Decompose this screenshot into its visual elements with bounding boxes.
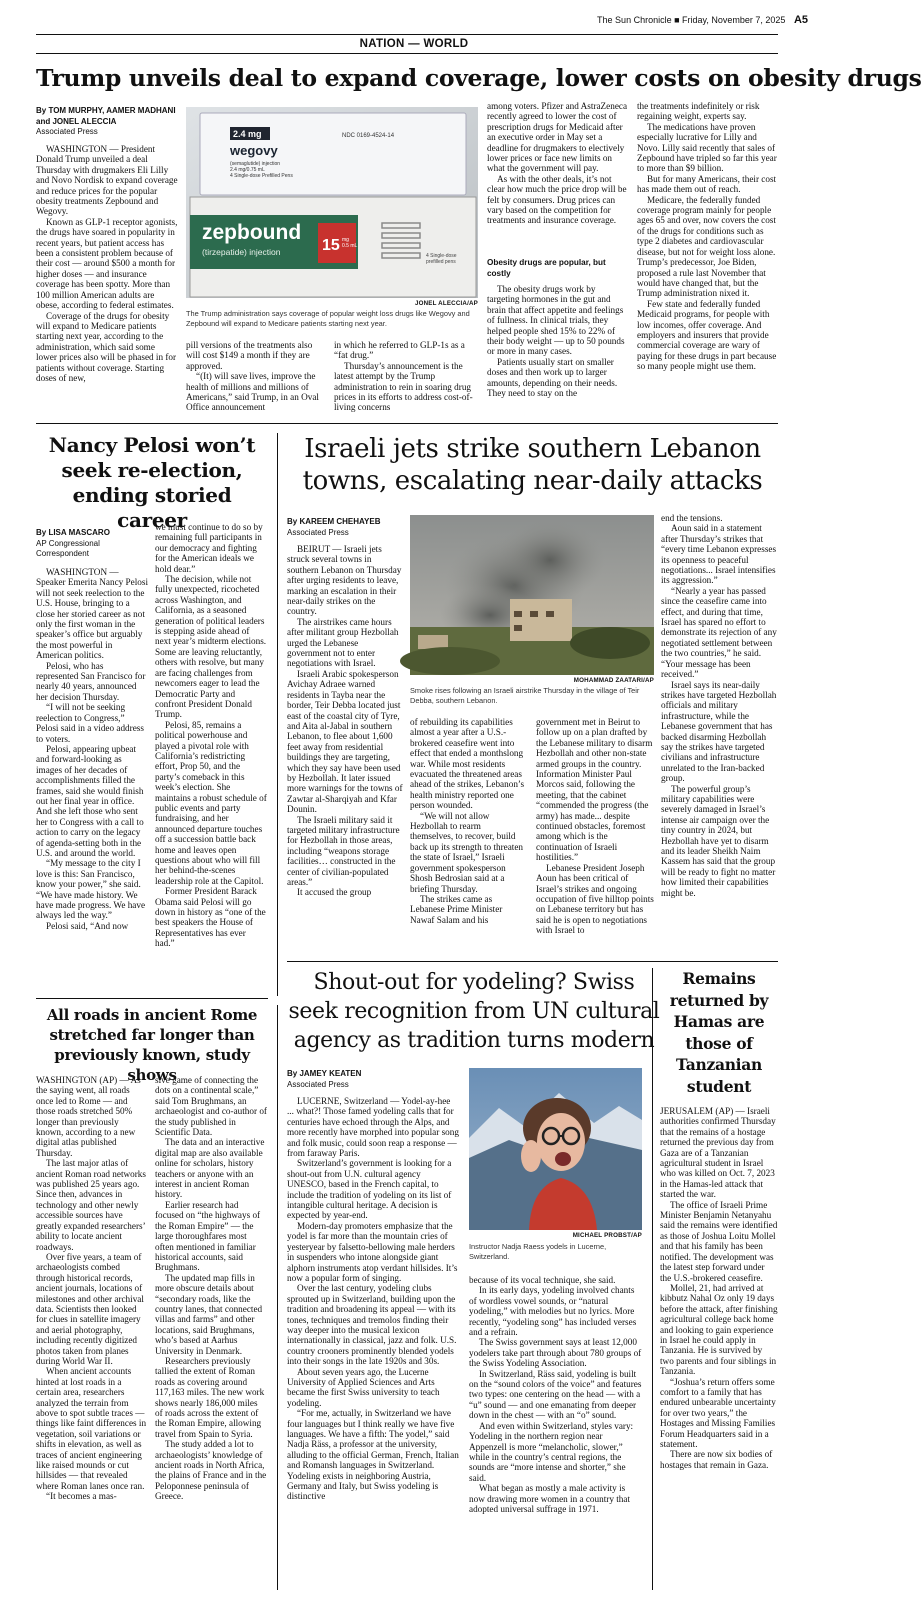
rule	[652, 968, 653, 1590]
paragraph: “(It) will save lives, improve the health of millions and millions of Americans,” said Trump, in an Oval Office announcement	[186, 371, 319, 413]
zepbound-pens: 4 Single-dose prefilled pens	[426, 253, 457, 265]
rule	[277, 433, 278, 996]
story1-col1	[36, 144, 178, 416]
paragraph: The medications have proven especially lucrative for Lilly and Novo. Lilly said recently that sales of Zepbound have tripled so far this year to more than $9 billion.	[637, 121, 777, 174]
story5-photo	[469, 1068, 642, 1230]
paragraph: sive game of connecting the dots on a continental scale,” said Tom Brughmans, an archaeologist and co-author of the study published in Scientific Data.	[155, 1075, 267, 1138]
paragraph: The obesity drugs work by targeting hormones in the gut and brain that affect appetite and feelings of fullness. In clinical trials, they helped people shed 15% to 22% of their body weight — up to 50 pounds or more in many cases.	[487, 284, 625, 357]
paragraph: And even within Switzerland, styles vary: Yodeling in the northern region near Appenzell is more “melancholic, slower,” while in the country’s central regions, the sounds are “more intense and shorter,” she said.	[469, 1420, 634, 1483]
folio: The Sun Chronicle ■ Friday, November 7, 2025 A5	[597, 14, 808, 26]
story1-byline-org: Associated Press	[36, 127, 98, 136]
paragraph: Patients usually start on smaller doses and then work up to larger amounts, depending on their needs. They need to stay on the	[487, 356, 618, 399]
story5-byline-names: By JAMEY KEATEN	[287, 1069, 362, 1078]
paragraph: “It becomes a mas-	[46, 1491, 117, 1502]
paragraph: of rebuilding its capabilities almost a year after a U.S.-brokered ceasefire went into effect that ended a monthslong war. While most residents evacuated the threatened areas ahead of the strikes, Lebanon’s health ministry reported one person wounded.	[410, 717, 525, 811]
paragraph: “My message to the city I love is this: San Francisco, know your power,” she said. “We have made history. We have made progress. We have always led the way.”	[36, 858, 146, 921]
story1-subhead: Obesity drugs are popular, but costly	[487, 258, 606, 278]
paragraph: because of its vocal technique, she said.	[469, 1275, 616, 1285]
paragraph: Pelosi, 85, remains a political powerhouse and played a pivotal role with California’s redistricting effort, Prop 50, and the party’s comeback in this week’s election. She maintains a robust schedule of public events and party fundraising, and her announced departure touches off a succession battle back home and leaves open questions about who will fill her behind-the-scenes leadership role at the Capitol.	[155, 719, 267, 886]
story1-headline: Trump unveils deal to expand coverage, lower costs on obesity drugs	[36, 64, 922, 92]
zepbound-unit: mg 0.5 mL	[342, 237, 358, 249]
wegovy-brand: wegovy	[230, 143, 278, 158]
paragraph: Few state and federally funded Medicaid programs, for people with low incomes, offer coverage. And employers and insurers that provide commercial coverage are wary of paying for these drugs in part because so many people might use them.	[637, 298, 777, 372]
paragraph: The powerful group’s military capabilities were severely damaged in Israel’s intense air campaign over the tiny country in 2024, but Hezbollah have yet to disarm and its leader Sheikh Naim Kassem has said that the group will be ready to fight no matter how limited their capabilities might be.	[661, 783, 776, 898]
paragraph: The strikes came as Lebanese Prime Minister Nawaf Salam and his	[410, 893, 503, 925]
story4-headline: All roads in ancient Rome stretched far longer than previously known, study shows	[46, 1006, 258, 1084]
story2-byline-names: By LISA MASCARO	[36, 528, 110, 537]
section-label: NATION — WORLD	[359, 38, 469, 50]
paragraph: About seven years ago, the Lucerne University of Applied Sciences and Arts became the first Swiss university to teach yodeling.	[287, 1366, 440, 1408]
paragraph: The study added a lot to archaeologists’ knowledge of ancient roads in North Africa, the plains of France and in the Peloponnese peninsula of Greece.	[155, 1439, 267, 1502]
paragraph: Known as GLP-1 receptor agonists, the drugs have soared in popularity in recent years, but patient access has been a consistent problem because of their cost — around $500 a month for higher doses — and insurance coverage has been spotty. More than 100 million American adults are obese, according to federal estimates.	[36, 216, 178, 311]
zepbound-dose: 15	[322, 237, 340, 254]
story2-byline-org: AP Congressional Correspondent	[36, 538, 100, 558]
paragraph: the treatments indefinitely or risk regaining weight, experts say.	[637, 101, 760, 122]
paragraph: “Joshua’s return offers some comfort to a family that has endured unbearable uncertainty for over two years,” the Hostages and Missing Families Forum Headquarters said in a statement.	[660, 1376, 776, 1449]
paragraph: Mollel, 21, had arrived at kibbutz Nahal Oz only 19 days before the attack, after finishing agricultural college back home and looking to gain experience in Israel he could apply in Tanzania. He is survived by two parents and four siblings in Tanzania.	[660, 1282, 778, 1377]
paragraph: Earlier research had focused on “the highways of the Roman Empire” — the large thoroughfares most often mentioned in familiar historical accounts, said Brughmans.	[155, 1199, 261, 1273]
wegovy-detail: (semaglutide) injection 2.4 mg/0.75 mL 4 Single-dose Prefilled Pens	[230, 161, 293, 179]
paragraph: Pelosi said, “And now	[46, 920, 129, 931]
paragraph: Coverage of the drugs for obesity will expand to Medicare patients starting next year, according to the administration, which said some lower prices also will be phased in for patients without coverage. Starting doses of new,	[36, 310, 177, 383]
story6-headline: Remains returned by Hamas are those of Tanzanian student	[669, 969, 769, 1096]
story3-col1	[287, 544, 403, 954]
story3-byline-org: Associated Press	[287, 527, 349, 537]
paragraph: JERUSALEM (AP) — Israeli authorities confirmed Thursday that the remains of a hostage returned the previous day from Gaza are of a Tanzanian agricultural student in Israel who was killed on Oct. 7, 2023 in the Hamas-led attack that started the war.	[660, 1106, 776, 1200]
paragraph: Over the last century, yodeling clubs sprouted up in Switzerland, building upon the tradition and broadening its appeal — with its tones, techniques and tremolos finding their way deeper into the musical lexicon internationally in classical, jazz and folk. U.S. country crooners prominently blended yodels into their songs in the late 1920s and 30s.	[287, 1283, 457, 1367]
folio-date: Friday, November 7, 2025	[682, 15, 786, 25]
rule	[277, 1005, 278, 1590]
story1-col3	[334, 340, 478, 416]
paragraph: The Israeli military said it targeted military infrastructure for Hezbollah in those areas, including “weapons storage facilities… constructed in the center of civilian-populated areas.”	[287, 814, 400, 887]
paragraph: The decision, while not fully unexpected, ricocheted across Washington, and California, as a seasoned generation of political leaders is stepping aside ahead of next year’s midterm elections. Some are leaving reluctantly, others with resolve, but many are facing challenges from newcomers eager to lead the Democratic Party and confront President Donald Trump.	[155, 574, 267, 720]
story2-byline	[36, 528, 148, 560]
paragraph: “We will not allow Hezbollah to rearm themselves, to recover, build back up its strength to threaten the state of Israel,” Israeli government spokesperson Shosh Bedrosian said at a briefing Thursday.	[410, 810, 524, 894]
story3-photo-credit: MOHAMMAD ZAATARI/AP	[573, 677, 654, 684]
paragraph: “I will not be seeking reelection to Congress,” Pelosi said in a video address to voters.	[36, 702, 144, 744]
story3-col3	[536, 717, 654, 954]
paragraph: But for many Americans, their cost has made them out of reach.	[637, 173, 777, 195]
rule	[36, 423, 778, 424]
story1-col2	[186, 340, 322, 416]
paragraph: Over five years, a team of archaeologists combed through historical records, ancient journals, locations of milestones and other archival data. Scientists then looked for clues in satellite imagery and aerial photography, including recently digitized photos taken from planes during World War II.	[36, 1251, 144, 1366]
paragraph: Former President Barack Obama said Pelosi will go down in history as “one of the best speakers the House of Representatives has ever had.”	[155, 886, 266, 949]
story2-headline: Nancy Pelosi won’t seek re-election, ending storied career	[48, 433, 256, 532]
rule	[36, 998, 268, 999]
story1-byline	[36, 106, 178, 138]
wegovy-dose: 2.4 mg	[233, 129, 262, 139]
story1-byline-names: By TOM MURPHY, AAMER MADHANI and JONEL ALECCIA	[36, 106, 176, 126]
story5-headline: Shout-out for yodeling? Swiss seek recognition from UN cultural agency as tradition turns modern	[288, 970, 660, 1053]
paragraph: Israeli Arabic spokesperson Avichay Adraee warned residents in Tayba near the border, Teir Debba located just east of the coastal city of Tyre, and Aita al-Jabal in southern Lebanon, to flee about 1,600 feet away from residential buildings they are targeting, which they say have been used by Hezbollah. It later issued more warnings for the towns of Zawtar al-Sharqiyah and Kfar Dounin.	[287, 668, 403, 815]
story5-byline	[287, 1069, 459, 1090]
paragraph: Switzerland’s government is looking for a shout-out from U.N. cultural agency UNESCO, based in the French capital, to include the tradition of yodeling on its list of intangible cultural heritage. A decision is expected by year-end.	[287, 1158, 452, 1221]
story5-col2	[469, 1275, 642, 1590]
story1-photo-caption: The Trump administration says coverage of popular weight loss drugs like Wegovy and Zepbound will expand to Medicare patients starting next year.	[186, 309, 470, 328]
paragraph: In its early days, yodeling involved chants of wordless vowel sounds, or “natural yodeling,” with melodies but no lyrics. More recently, “yodeling song” has included verses and a refrain.	[469, 1285, 637, 1338]
story4-col2	[155, 1075, 267, 1589]
wegovy-ndc: NDC 0169-4524-14	[342, 133, 395, 139]
story3-headline: Israeli jets strike southern Lebanon towns, escalating near-daily attacks	[302, 434, 763, 496]
paragraph: Pelosi, who has represented San Francisco for nearly 40 years, announced her decision Thursday.	[36, 660, 146, 702]
paragraph: Aoun said in a statement after Thursday’s strikes that “every time Lebanon expresses its openness to peaceful negotiations... Israel intensifies its aggression.”	[661, 523, 777, 586]
story3-photo	[410, 515, 654, 675]
story3-byline	[287, 517, 403, 538]
story5-photo-caption: Instructor Nadja Raess yodels in Lucerne, Switzerland.	[469, 1242, 607, 1261]
zepbound-generic: (tirzepatide) injection	[202, 247, 281, 257]
paragraph: Researchers previously tallied the extent of Roman roads as covering around 117,163 miles. The new work shows nearly 186,000 miles of roads across the extent of the Roman Empire, allowing travel from Spain to Syria.	[155, 1355, 265, 1439]
paragraph: Israel says its near-daily strikes have targeted Hezbollah officials and military infrastructure, while the Lebanese government that has backed disarming Hezbollah say the strikes have targeted civilians and infrastructure unrelated to the Iran-backed group.	[661, 679, 777, 784]
paragraph: BEIRUT — Israeli jets struck several towns in southern Lebanon on Thursday after urging residents to leave, marking an escalation in their near-daily strikes on the country.	[287, 544, 402, 617]
paragraph: In Switzerland, Räss said, yodeling is built on the “sound colors of the voice” and features two types: one centering on the head — with a “u” sound — and one emanating from deeper down in the chest — with an “o” sound.	[469, 1368, 642, 1421]
paragraph: When ancient accounts hinted at lost roads in a certain area, researchers analyzed the terrain from above to spot subtle traces — things like faint differences in vegetation, soil variations or shifts in elevation, as well as traces of ancient engineering like raised mounds or cut hillsides — that revealed where Roman lanes once ran.	[36, 1366, 147, 1491]
paragraph: The updated map fills in more obscure details about “secondary roads, like the country lanes, that connected villas and farms” and other locations, said Brughmans, who’s based at Aarhus University in Denmark.	[155, 1272, 263, 1356]
story6-col1	[660, 1106, 778, 1590]
story1-photo-credit: JONEL ALECCIA/AP	[414, 300, 478, 307]
paragraph: There are now six bodies of hostages that remain in Gaza.	[660, 1449, 773, 1470]
paragraph: The data and an interactive digital map are also available online for scholars, history teachers or anyone with an interest in ancient Roman history.	[155, 1137, 265, 1200]
story2-col1	[36, 567, 148, 989]
paragraph: Medicare, the federally funded coverage program mainly for people ages 65 and over, now covers the cost of the drugs for conditions such as type 2 diabetes and cardiovascular disease, but not for weight loss alone. Trump’s predecessor, Joe Biden, proposed a rule last November that would have changed that, but the Trump administration nixed it.	[637, 194, 776, 299]
story1-col4a	[487, 101, 629, 251]
paragraph: among voters. Pfizer and AstraZeneca recently agreed to lower the cost of prescription drugs for Medicaid after an executive order in May set a deadline for drugmakers to electively lower prices or face new limits on what the government will pay.	[487, 101, 628, 174]
paragraph: we must continue to do so by remaining full participants in our democracy and fighting for the American ideals we hold dear.”	[155, 522, 263, 574]
paragraph: Modern-day promoters emphasize that the yodel is far more than the mountain cries of yesteryear by falsetto-bellowing male herders in suspenders who intone alongside giant alphorn instruments atop verdant hillsides. It’s now a popular form of singing.	[287, 1220, 458, 1283]
folio-page: A5	[793, 14, 808, 26]
story3-col4	[661, 513, 778, 954]
paragraph: “For me, actually, in Switzerland we have four languages but I think really we have five languages. We have a fifth: The yodel,” said Nadja Räss, a professor at the university, alluding to the official German, French, Italian and Romansh languages in Switzerland. Yodeling exists in neighboring Austria, Germany and Italy, but Swiss yodeling is distinctive	[287, 1408, 459, 1502]
zepbound-brand: zepbound	[202, 221, 302, 244]
paragraph: WASHINGTON — Speaker Emerita Nancy Pelosi will not seek reelection to the U.S. House, bringing to a close her storied career as not only the first woman in the speaker’s office but arguably the most powerful in American politics.	[36, 567, 148, 661]
story3-col2	[410, 717, 526, 954]
paragraph: Thursday’s announcement is the latest attempt by the Trump administration to rein in soaring drug prices in its efforts to address cost-of-living concerns	[334, 360, 473, 413]
story1-col5	[637, 101, 779, 416]
story1-col4b	[487, 284, 629, 416]
paragraph: in which he referred to GLP-1s as a “fat drug.”	[334, 340, 465, 361]
story3-byline-names: By KAREEM CHEHAYEB	[287, 517, 381, 526]
section-bottom-rule	[36, 53, 778, 54]
paragraph: Lebanese President Joseph Aoun has been critical of Israel’s strikes and ongoing occupation of five hilltop points on Lebanese territory but has said he is open to negotiations with Israel to	[536, 862, 654, 936]
paragraph: The office of Israeli Prime Minister Benjamin Netanyahu said the remains were identified as those of Joshua Loitu Mollel and that his family has been notified. The development was the latest step forward under the U.S.-brokered ceasefire.	[660, 1199, 778, 1283]
section-top-rule	[36, 34, 778, 35]
paragraph: As with the other deals, it’s not clear how much the price drop will be felt by consumers. Drug prices can vary based on the competition for treatments and insurance coverage.	[487, 173, 627, 226]
paragraph: Pelosi, appearing upbeat and forward-looking as images of her decades of accomplishments filled the frames, said she would finish out her final year in office. And she left those who sent her to Congress with a call to action to carry on the legacy of agenda-setting both in the U.S. and around the world.	[36, 743, 144, 858]
paragraph: WASHINGTON — President Donald Trump unveiled a deal Thursday with drugmakers Eli Lilly and Novo Nordisk to expand coverage and reduce prices for the popular obesity treatments Zepbound and Wegovy.	[36, 144, 178, 217]
paragraph: end the tensions.	[661, 513, 723, 523]
paragraph: The Swiss government says at least 12,000 yodelers take part through about 780 groups of the Swiss Yodeling Association.	[469, 1337, 642, 1369]
story4-col1	[36, 1075, 148, 1589]
paragraph: WASHINGTON (AP) — As the saying went, all roads once led to Rome — and those roads stretched 50% longer than previously known, according to a new digital atlas published Thursday.	[36, 1075, 141, 1158]
paragraph: What began as mostly a male activity is now drawing more women in a country that adopted universal suffrage in 1971.	[469, 1483, 630, 1514]
story2-col2	[155, 522, 267, 989]
story3-photo-caption: Smoke rises following an Israeli airstrike Thursday in the village of Teir Debba, southern Lebanon.	[410, 686, 640, 705]
rule	[287, 961, 778, 962]
paragraph: “Nearly a year has passed since the ceasefire came into effect, and during that time, Israel has spared no effort to demonstrate its rejection of any negotiated settlement between the two countries,” he said. “Your message has been received.”	[661, 585, 777, 680]
paragraph: pill versions of the treatments also will cost $149 a month if they are approved.	[186, 340, 313, 371]
story5-photo-credit: MICHAEL PROBST/AP	[572, 1232, 642, 1239]
paragraph: LUCERNE, Switzerland — Yodel-ay-hee ... what?! Those famed yodeling calls that for centuries have echoed through the Alps, and more recently have morphed into popular song and folk music, could soon reap a response — from faraway Paris.	[287, 1096, 459, 1159]
story5-col1	[287, 1096, 459, 1590]
story1-photo	[186, 107, 478, 298]
folio-paper: The Sun Chronicle	[597, 15, 672, 25]
story5-byline-org: Associated Press	[287, 1079, 349, 1089]
paragraph: The last major atlas of ancient Roman road networks was published 25 years ago. Since then, advances in technology and other newly accessible sources have greatly expanded researchers’ ability to locate ancient roadways.	[36, 1158, 146, 1252]
paragraph: The airstrikes came hours after militant group Hezbollah urged the Lebanese government not to enter negotiations with Israel.	[287, 616, 399, 669]
paragraph: It accused the group	[297, 887, 372, 898]
paragraph: government met in Beirut to follow up on a plan drafted by the Lebanese military to disarm Hezbollah and other non-state armed groups in the country. Information Minister Paul Morcos said, following the meeting, that the cabinet “commended the progress (the army) has made... despite continued obstacles, foremost among which is the continuation of Israeli hostilities.”	[536, 717, 653, 863]
